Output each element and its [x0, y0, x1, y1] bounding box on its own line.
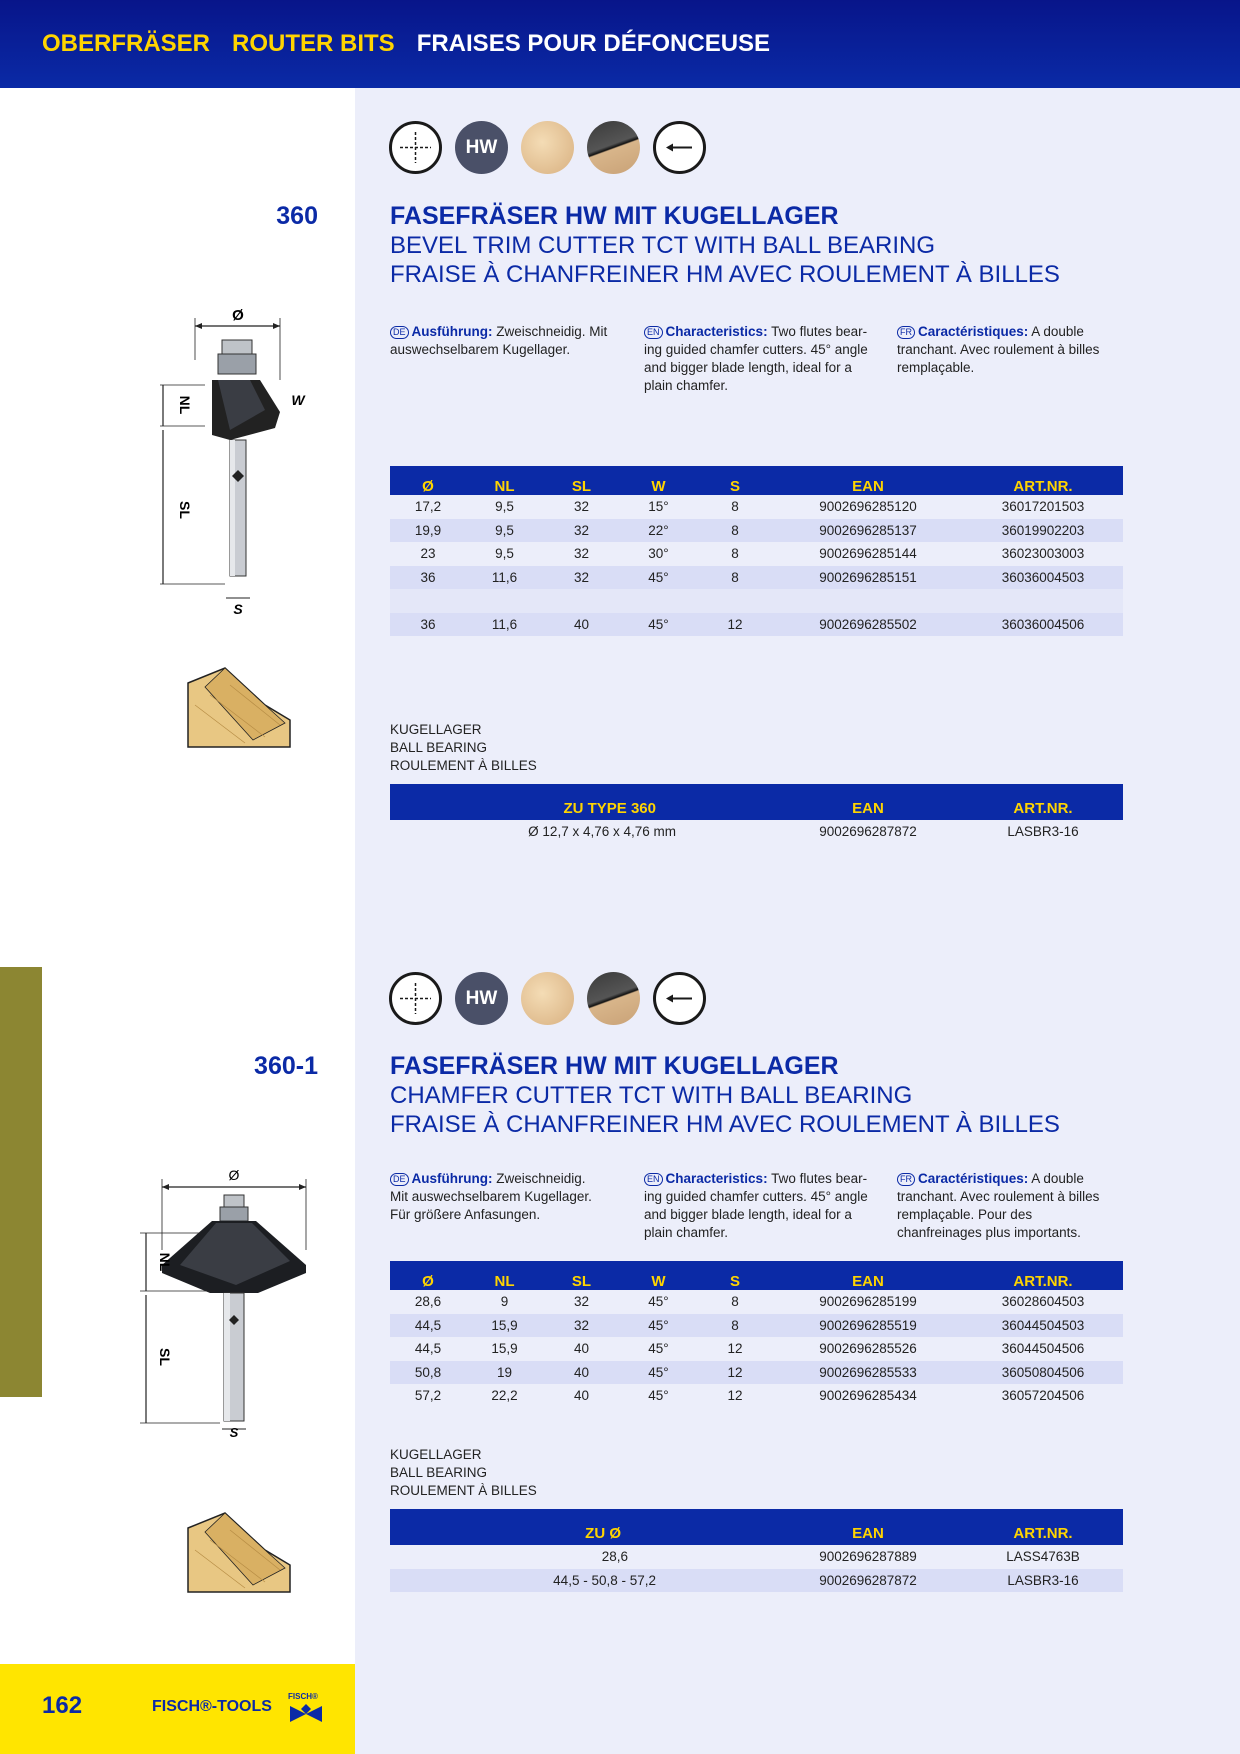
table-cell: 36 — [390, 566, 466, 590]
table-cell — [466, 589, 543, 613]
table-header-row — [390, 784, 1123, 820]
table-cell: 8 — [697, 495, 773, 519]
table-cell: 15,9 — [466, 1337, 543, 1361]
table-cell: 40 — [543, 1337, 620, 1361]
table-cell — [620, 589, 697, 613]
table-cell: 17,2 — [390, 495, 466, 519]
table-cell: 36028604503 — [963, 1290, 1123, 1314]
cutter-drawing — [160, 300, 310, 620]
table-cell: 22,2 — [466, 1384, 543, 1408]
table-row — [390, 1569, 1123, 1593]
table-row — [390, 1290, 1123, 1314]
table-cell: 9,5 — [466, 542, 543, 566]
table-cell: 44,5 - 50,8 - 57,2 — [390, 1569, 773, 1593]
chapter-tab — [0, 967, 42, 1397]
w-label: W — [291, 392, 305, 408]
table-cell: 9002696285199 — [773, 1290, 963, 1314]
col-header: ART.NR. — [963, 1261, 1123, 1290]
col-header: W — [620, 466, 697, 495]
table-cell: 9002696287889 — [773, 1545, 963, 1569]
col-header: EAN — [773, 1509, 963, 1545]
col-header: Ø — [390, 466, 466, 495]
table-cell: 9002696285434 — [773, 1384, 963, 1408]
hw-carbide-icon: HW — [455, 121, 508, 174]
table-row — [390, 613, 1123, 637]
table-row — [390, 1337, 1123, 1361]
table-header-row — [390, 1509, 1123, 1545]
table-cell: 9002696285533 — [773, 1361, 963, 1385]
title-fr: FRAISE À CHANFREINER HM AVEC ROULEMENT À BILLES — [390, 261, 1060, 288]
table-cell: 12 — [697, 1337, 773, 1361]
col-header: ZU TYPE 360 — [390, 784, 773, 820]
table-cell: 36044504503 — [963, 1314, 1123, 1338]
accessory-table — [390, 784, 1123, 844]
table-row — [390, 495, 1123, 519]
s-label: S — [229, 1425, 239, 1440]
description-de: DE Ausführung: Zweischneidig. Mit auswechselbarem Kugellager. Für größere Anfasungen. — [390, 1171, 592, 1222]
product-title — [390, 1052, 1060, 1139]
brand-name: FISCH®-TOOLS — [152, 1698, 272, 1715]
table-cell: 40 — [543, 1384, 620, 1408]
table-cell: 15,9 — [466, 1314, 543, 1338]
table-cell: 45° — [620, 566, 697, 590]
table-cell: 8 — [697, 1314, 773, 1338]
bearing-label: KUGELLAGER BALL BEARING ROULEMENT À BILLES — [390, 722, 537, 773]
table-cell: 19 — [466, 1361, 543, 1385]
header-title-en: ROUTER BITS — [232, 30, 395, 57]
table-cell: 32 — [543, 1314, 620, 1338]
title-fr: FRAISE À CHANFREINER HM AVEC ROULEMENT À BILLES — [390, 1111, 1060, 1138]
table-cell: 32 — [543, 495, 620, 519]
table-cell: Ø 12,7 x 4,76 x 4,76 mm — [390, 820, 773, 844]
header-title-fr: FRAISES POUR DÉFONCEUSE — [416, 30, 771, 57]
col-header: EAN — [773, 1261, 963, 1290]
table-row — [390, 589, 1123, 613]
table-cell: 36057204506 — [963, 1384, 1123, 1408]
table-cell: 8 — [697, 519, 773, 543]
title-en: CHAMFER CUTTER TCT WITH BALL BEARING — [390, 1082, 913, 1109]
table-cell: 32 — [543, 566, 620, 590]
col-header: EAN — [773, 466, 963, 495]
type-number: 360-1 — [254, 1052, 318, 1080]
crosshair-icon — [389, 121, 442, 174]
material-icons-row — [389, 972, 706, 1025]
col-header: NL — [466, 466, 543, 495]
table-row — [390, 566, 1123, 590]
table-row — [390, 1545, 1123, 1569]
table-row — [390, 1361, 1123, 1385]
table-cell: LASS4763B — [963, 1545, 1123, 1569]
table-cell: LASBR3-16 — [963, 820, 1123, 844]
table-cell: 9002696285526 — [773, 1337, 963, 1361]
material-icons-row — [389, 121, 706, 174]
title-en: BEVEL TRIM CUTTER TCT WITH BALL BEARING — [390, 232, 935, 259]
bearing-label: KUGELLAGER BALL BEARING ROULEMENT À BILLES — [390, 1447, 537, 1498]
diameter-label: Ø — [228, 1167, 240, 1183]
table-cell — [543, 589, 620, 613]
description-fr: FR Caractéristiques: A double tranchant. Avec roulement à billes remplaçable. Pour des chanfreinages plus importants. — [897, 1171, 1100, 1240]
title-de: FASEFRÄSER HW MIT KUGELLAGER — [390, 202, 839, 230]
description-en: EN Characteristics: Two flutes bear-ing guided chamfer cutters. 45° angle and bigger blade length, ideal for a plain chamfer. — [644, 1171, 868, 1240]
table-cell: 8 — [697, 542, 773, 566]
table-cell: 32 — [543, 519, 620, 543]
table-cell: 45° — [620, 1314, 697, 1338]
table-cell: 36023003003 — [963, 542, 1123, 566]
table-cell: 36044504506 — [963, 1337, 1123, 1361]
table-header-row — [390, 466, 1123, 495]
nl-label: NL — [157, 1252, 173, 1272]
cutter-drawing — [140, 1165, 315, 1440]
solid-wood-icon — [521, 972, 574, 1025]
type-number: 360 — [276, 202, 318, 230]
table-cell: 23 — [390, 542, 466, 566]
table-cell: 19,9 — [390, 519, 466, 543]
table-cell: 45° — [620, 1337, 697, 1361]
table-cell: 11,6 — [466, 613, 543, 637]
table-cell: 40 — [543, 1361, 620, 1385]
chamfer-profile-image — [185, 665, 295, 750]
col-header: S — [697, 466, 773, 495]
coated-board-icon — [587, 121, 640, 174]
table-row — [390, 820, 1123, 844]
table-row — [390, 1314, 1123, 1338]
table-cell: 44,5 — [390, 1314, 466, 1338]
table-cell: 45° — [620, 1361, 697, 1385]
table-cell: 9002696285144 — [773, 542, 963, 566]
table-cell: 44,5 — [390, 1337, 466, 1361]
col-header: NL — [466, 1261, 543, 1290]
table-cell: 12 — [697, 1384, 773, 1408]
sl-label: SL — [157, 1348, 173, 1366]
table-cell: 9002696287872 — [773, 820, 963, 844]
table-cell: 9 — [466, 1290, 543, 1314]
table-cell: 9,5 — [466, 495, 543, 519]
hw-carbide-icon: HW — [455, 972, 508, 1025]
table-cell: 32 — [543, 1290, 620, 1314]
description-fr: FR Caractéristiques: A double tranchant. Avec roulement à billes remplaçable. — [897, 324, 1100, 375]
fisch-logo-icon — [286, 1690, 326, 1730]
header-title-de: OBERFRÄSER — [42, 30, 211, 57]
col-header: S — [697, 1261, 773, 1290]
product-title — [390, 202, 1060, 289]
table-cell: 45° — [620, 1290, 697, 1314]
col-header: SL — [543, 1261, 620, 1290]
table-cell: 36 — [390, 613, 466, 637]
crosshair-icon — [389, 972, 442, 1025]
table-cell: 9002696285519 — [773, 1314, 963, 1338]
table-cell: 9002696285502 — [773, 613, 963, 637]
table-cell: 9002696285137 — [773, 519, 963, 543]
table-cell: 36019902203 — [963, 519, 1123, 543]
table-cell: 36036004506 — [963, 613, 1123, 637]
page-number: 162 — [42, 1692, 83, 1719]
table-cell: 36036004503 — [963, 566, 1123, 590]
spec-table — [390, 1261, 1123, 1408]
table-header-row — [390, 1261, 1123, 1290]
table-cell: 9002696285151 — [773, 566, 963, 590]
table-cell: 9002696285120 — [773, 495, 963, 519]
table-cell: 40 — [543, 613, 620, 637]
table-cell: 11,6 — [466, 566, 543, 590]
table-cell: 12 — [697, 613, 773, 637]
table-cell: 32 — [543, 542, 620, 566]
chamfer-profile-image — [185, 1510, 295, 1595]
table-cell: 36050804506 — [963, 1361, 1123, 1385]
table-cell: 8 — [697, 566, 773, 590]
table-cell — [963, 589, 1123, 613]
nl-label: NL — [177, 395, 193, 415]
title-de: FASEFRÄSER HW MIT KUGELLAGER — [390, 1052, 839, 1080]
col-header: ART.NR. — [963, 466, 1123, 495]
table-row — [390, 1384, 1123, 1408]
table-cell: 45° — [620, 1384, 697, 1408]
table-cell: 12 — [697, 1361, 773, 1385]
svg-text:FISCH®: FISCH® — [288, 1692, 318, 1701]
table-row — [390, 519, 1123, 543]
table-cell: 30° — [620, 542, 697, 566]
table-cell — [773, 589, 963, 613]
feed-direction-icon — [653, 121, 706, 174]
col-header: ART.NR. — [963, 784, 1123, 820]
table-cell: 9002696287872 — [773, 1569, 963, 1593]
col-header: EAN — [773, 784, 963, 820]
table-cell: 50,8 — [390, 1361, 466, 1385]
table-cell: 9,5 — [466, 519, 543, 543]
coated-board-icon — [587, 972, 640, 1025]
table-cell: 22° — [620, 519, 697, 543]
s-label: S — [233, 601, 243, 617]
sl-label: SL — [177, 501, 193, 519]
table-cell: 8 — [697, 1290, 773, 1314]
table-cell — [390, 589, 466, 613]
table-cell: 45° — [620, 613, 697, 637]
table-cell: 28,6 — [390, 1545, 773, 1569]
solid-wood-icon — [521, 121, 574, 174]
table-cell: 57,2 — [390, 1384, 466, 1408]
table-cell — [697, 589, 773, 613]
col-header: ZU Ø — [390, 1509, 773, 1545]
table-row — [390, 542, 1123, 566]
page-header — [0, 0, 1240, 88]
col-header: W — [620, 1261, 697, 1290]
diameter-label: Ø — [232, 307, 244, 324]
description-en: EN Characteristics: Two flutes bear-ing guided chamfer cutters. 45° angle and bigger blade length, ideal for a plain chamfer. — [644, 324, 868, 393]
spec-table — [390, 466, 1123, 636]
description-de: DE Ausführung: Zweischneidig. Mit auswechselbarem Kugellager. — [390, 324, 608, 357]
feed-direction-icon — [653, 972, 706, 1025]
table-cell: 28,6 — [390, 1290, 466, 1314]
table-cell: 36017201503 — [963, 495, 1123, 519]
table-cell: LASBR3-16 — [963, 1569, 1123, 1593]
accessory-table — [390, 1509, 1123, 1592]
col-header: ART.NR. — [963, 1509, 1123, 1545]
table-cell: 15° — [620, 495, 697, 519]
col-header: Ø — [390, 1261, 466, 1290]
col-header: SL — [543, 466, 620, 495]
